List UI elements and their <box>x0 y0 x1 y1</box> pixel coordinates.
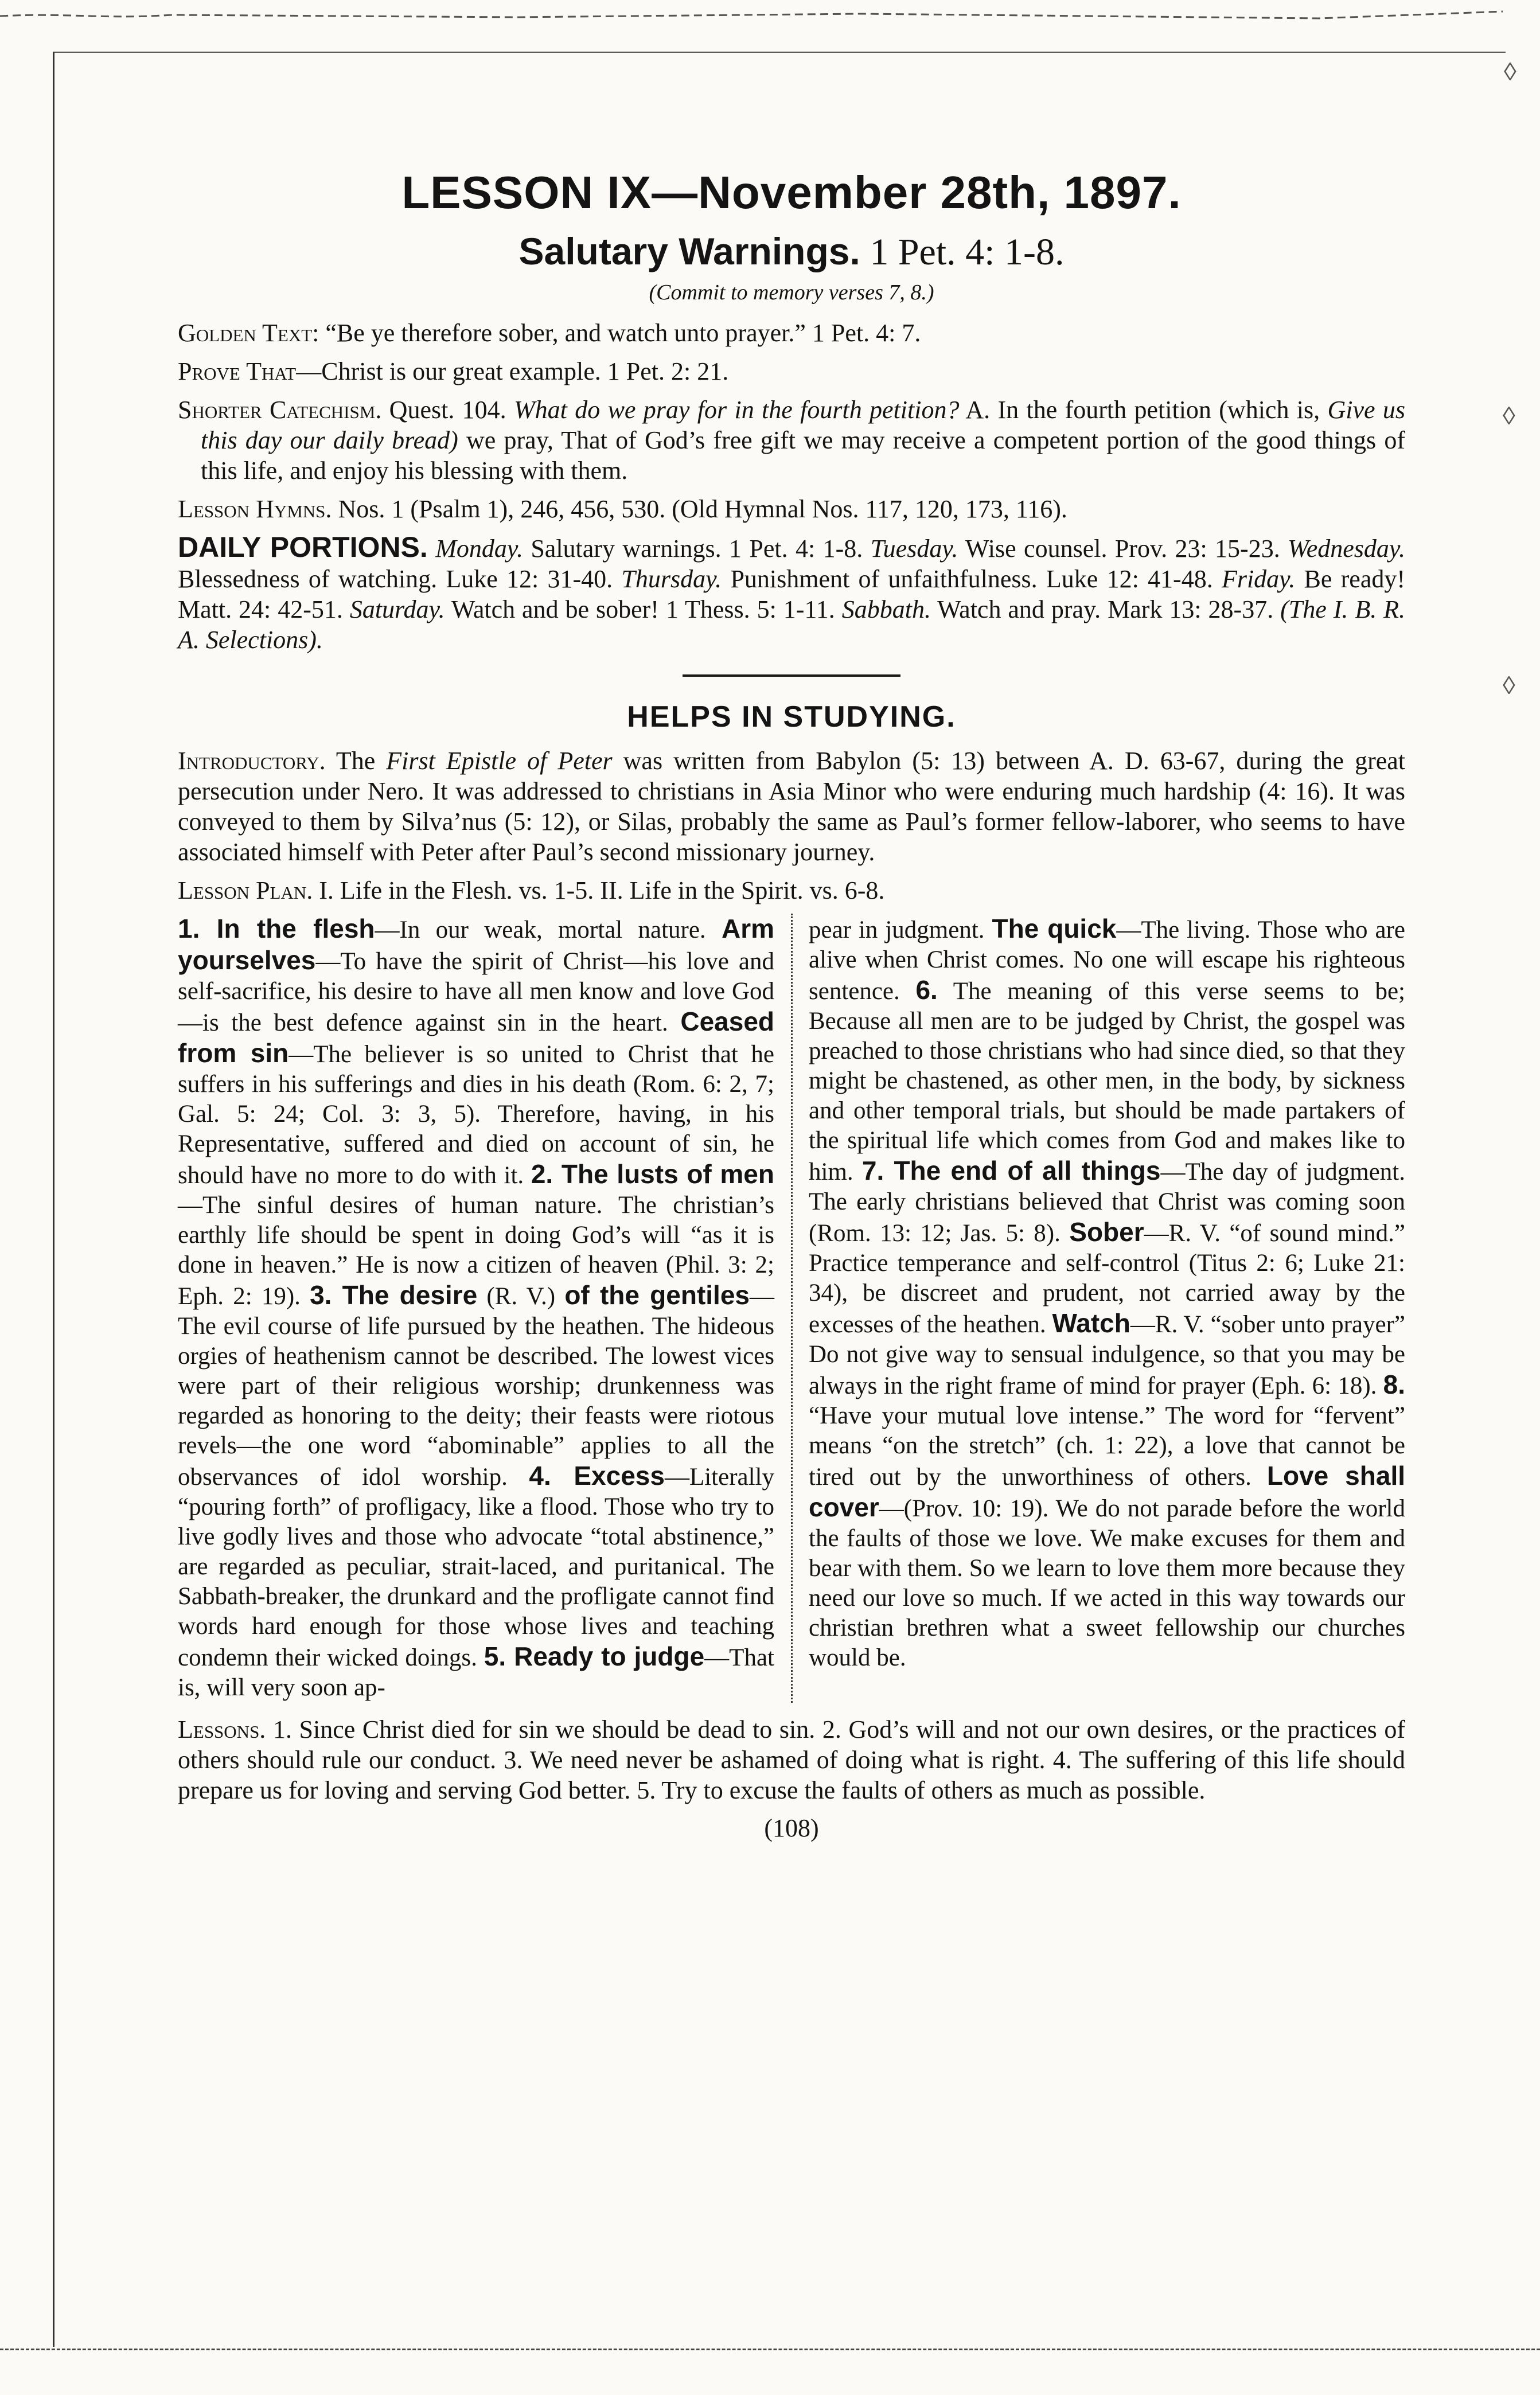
note-heading: of the gentiles <box>564 1280 750 1310</box>
catechism-answer-2: we pray, That of God’s free gift we may receive a competent portion of the good things of this life, and enjoy his blessing with them. <box>201 426 1406 485</box>
daily-sabbath: Sabbath. <box>841 595 931 623</box>
page-bottom-edge <box>0 2349 1540 2354</box>
subtitle-topic: Salutary Warnings. <box>518 230 860 272</box>
note-heading: 1. In the flesh <box>178 914 375 943</box>
introductory-label: Introductory. <box>178 747 326 775</box>
lesson-plan-body: I. Life in the Flesh. vs. 1-5. II. Life in the Spirit. vs. 6-8. <box>319 876 885 904</box>
page-number: (108) <box>764 1814 819 1842</box>
note-heading: 2. The lusts of men <box>531 1159 774 1189</box>
prove-that-body: —Christ is our great example. 1 Pet. 2: 21. <box>296 357 729 385</box>
hymns-body: Nos. 1 (Psalm 1), 246, 456, 530. (Old Hymnal Nos. 117, 120, 173, 116). <box>338 495 1067 523</box>
daily-monday-text: Salutary warnings. 1 Pet. 4: 1-8. <box>531 535 863 563</box>
introductory-text-1: The <box>336 747 376 775</box>
commit-note: (Commit to memory verses 7, 8.) <box>649 280 934 305</box>
note-heading: 5. Ready to judge <box>484 1641 705 1671</box>
note-heading: Arm yourselves <box>178 914 774 975</box>
note-heading: The quick <box>992 914 1117 943</box>
column-divider <box>791 914 793 1703</box>
daily-saturday-text: Watch and be sober! 1 Thess. 5: 1-11. <box>451 595 835 623</box>
note-text: —The living. Those who are alive when Christ comes. No one will escape his righteous sentence. <box>809 916 1405 1005</box>
lesson-plan <box>178 875 1405 906</box>
lesson-title: LESSON IX—November 28th, 1897. <box>401 167 1182 218</box>
lessons-label: Lessons. <box>178 1715 266 1743</box>
note-heading: 6. <box>915 975 938 1005</box>
margin-mark-icon: ◊ <box>1504 58 1516 86</box>
daily-sabbath-text: Watch and pray. Mark 13: 28-37. <box>937 595 1274 623</box>
lessons-body: 1. Since Christ died for sin we should be dead to sin. 2. God’s will and not our own desires, or the practices of others should rule our conduct. 3. We need never be ashamed of doing what is right. 4. The suffering of this life should prepare us for loving and serving God better. 5. Try to excuse the faults of others as much as possible. <box>178 1715 1405 1804</box>
scan-top-edge <box>0 0 1540 34</box>
daily-wednesday: Wednesday. <box>1288 535 1405 563</box>
catechism-label: Shorter Catechism. <box>178 396 382 424</box>
note-heading: 3. The desire <box>310 1280 478 1310</box>
lesson-subtitle <box>178 229 1405 274</box>
golden-text-label: Golden Text: <box>178 319 319 347</box>
daily-tuesday: Tuesday. <box>870 535 958 563</box>
lesson-hymns <box>178 494 1405 524</box>
shorter-catechism <box>178 395 1405 486</box>
note-heading: Ceased from sin <box>178 1007 774 1068</box>
section-divider <box>683 674 900 677</box>
note-text: —The day of judgment. The early christians believed that Christ was coming soon (Rom. 13: 12; Jas. 5: 8). <box>809 1159 1405 1247</box>
lesson-page <box>178 166 1405 1843</box>
note-text: The meaning of this verse seems to be; Because all men are to be judged by Christ, the gospel was preached to those christians who had since died, so that they might be chastened, as other men, in the body, by sickness and other temporal trials, but should be made partakers of the spiritual life which comes from God and makes like to him. <box>809 978 1406 1185</box>
note-text: pear in judgment. <box>809 916 985 943</box>
introductory <box>178 746 1405 867</box>
introductory-epistle: First Epistle of Peter <box>386 747 613 775</box>
note-heading: Love shall cover <box>809 1461 1406 1522</box>
note-text: —R. V. “sober unto prayer” Do not give way to sensual indulgence, so that you may be always in the right frame of mind for prayer (Eph. 6: 18). <box>809 1311 1405 1399</box>
daily-selections: (The I. B. R. A. Selections). <box>178 595 1406 654</box>
lessons <box>178 1714 1405 1805</box>
golden-text <box>178 318 1405 348</box>
note-text: —In our weak, mortal nature. <box>375 916 706 943</box>
catechism-answer-1: In the fourth petition (which is, <box>997 396 1320 424</box>
daily-friday-text: Be ready! Matt. 24: 42-51. <box>178 565 1406 623</box>
catechism-answer-italic: Give us this day our daily bread) <box>201 396 1406 454</box>
note-text: —The sinful desires of human nature. The christian’s earthly life should be spent in doing God’s will “as it is done in heaven.” He is now a citizen of heaven (Phil. 3: 2; Eph. 2: 19). <box>178 1192 774 1310</box>
notes-right-column <box>809 914 1405 1703</box>
note-heading: Sober <box>1069 1217 1144 1247</box>
note-text: —Literally “pouring forth” of profligacy, like a flood. Those who try to live godly lives and those who advocate “total abstinence,” are regarded as peculiar, strait-laced, and puritanical. The Sabbath-breaker, the drunkard and the profligate cannot find words hard enough for those whose lives and teaching condemn their wicked doings. <box>178 1464 774 1671</box>
note-text: —That is, will very soon ap- <box>178 1644 774 1701</box>
daily-thursday: Thursday. <box>621 565 722 593</box>
note-heading: 7. The end of all things <box>861 1156 1161 1185</box>
note-heading: 8. <box>1383 1370 1405 1399</box>
note-heading: 4. Excess <box>529 1461 665 1491</box>
note-heading: Watch <box>1052 1308 1130 1338</box>
note-text: —To have the spirit of Christ—his love and self-sacrifice, his desire to have all men know and love God—is the best defence against sin in the heart. <box>178 948 774 1036</box>
catechism-a: A. <box>965 396 991 424</box>
daily-wednesday-text: Blessedness of watching. Luke 12: 31-40. <box>178 565 613 593</box>
prove-that <box>178 356 1405 387</box>
hymns-label: Lesson Hymns. <box>178 495 332 523</box>
daily-portions-label: DAILY PORTIONS. <box>178 531 428 563</box>
note-text: “Have your mutual love intense.” The word for “fervent” means “on the stretch” (ch. 1: 22), a love that cannot be tired out by the unworthiness of others. <box>809 1402 1405 1491</box>
note-text: (R. V.) <box>486 1283 556 1310</box>
catechism-question: What do we pray for in the fourth petition? <box>514 396 960 424</box>
daily-saturday: Saturday. <box>349 595 445 623</box>
catechism-quest: Quest. 104. <box>389 396 506 424</box>
daily-monday: Monday. <box>435 535 523 563</box>
introductory-text-2: was written from Babylon (5: 13) between A. D. 63-67, during the great persecution under Nero. It was addressed to christians in Asia Minor who were enduring much hardship (4: 16). It was conveyed to them by Silva’nus (5: 12), or Silas, probably the same as Paul’s former fellow-laborer, who seems to have associated himself with Peter after Paul’s second missionary journey. <box>178 747 1406 866</box>
daily-portions <box>178 532 1405 655</box>
subtitle-reference: 1 Pet. 4: 1-8. <box>870 231 1065 273</box>
lesson-plan-label: Lesson Plan. <box>178 876 313 904</box>
prove-that-label: Prove That <box>178 357 297 385</box>
note-text: —(Prov. 10: 19). We do not parade before the world the faults of those we love. We make excuses for them and bear with them. So we learn to love them more because they need our love so much. If we acted in this way towards our christian brethren what a sweet fellowship our churches would be. <box>809 1495 1405 1671</box>
note-text: —R. V. “of sound mind.” Practice temperance and self-control (Titus 2: 6; Luke 21: 34), be discreet and prudent, not carried away by the excesses of the heathen. <box>809 1220 1405 1338</box>
study-notes <box>178 914 1405 1703</box>
notes-left-column <box>178 914 774 1703</box>
margin-mark-icon: ◊ <box>1503 402 1515 430</box>
helps-heading: HELPS IN STUDYING. <box>627 700 956 734</box>
note-text: —The evil course of life pursued by the heathen. The hideous orgies of heathenism cannot be described. The lowest vices were part of their religious worship; drunkenness was regarded as honoring to the deity; their feasts were riotous revels—the one word “abominable” applies to all the observances of idol worship. <box>178 1283 774 1491</box>
margin-mark-icon: ◊ <box>1503 672 1515 700</box>
golden-text-body: “Be ye therefore sober, and watch unto prayer.” 1 Pet. 4: 7. <box>325 319 921 347</box>
note-text: —The believer is so united to Christ that he suffers in his sufferings and dies in his death (Rom. 6: 2, 7; Gal. 5: 24; Col. 3: 3, 5). Therefore, having, in his Representative, suffered and died on account of sin, he should have no more to do with it. <box>178 1041 774 1189</box>
daily-thursday-text: Punishment of unfaithfulness. Luke 12: 41-48. <box>730 565 1213 593</box>
daily-tuesday-text: Wise counsel. Prov. 23: 15-23. <box>965 535 1280 563</box>
daily-friday: Friday. <box>1221 565 1296 593</box>
